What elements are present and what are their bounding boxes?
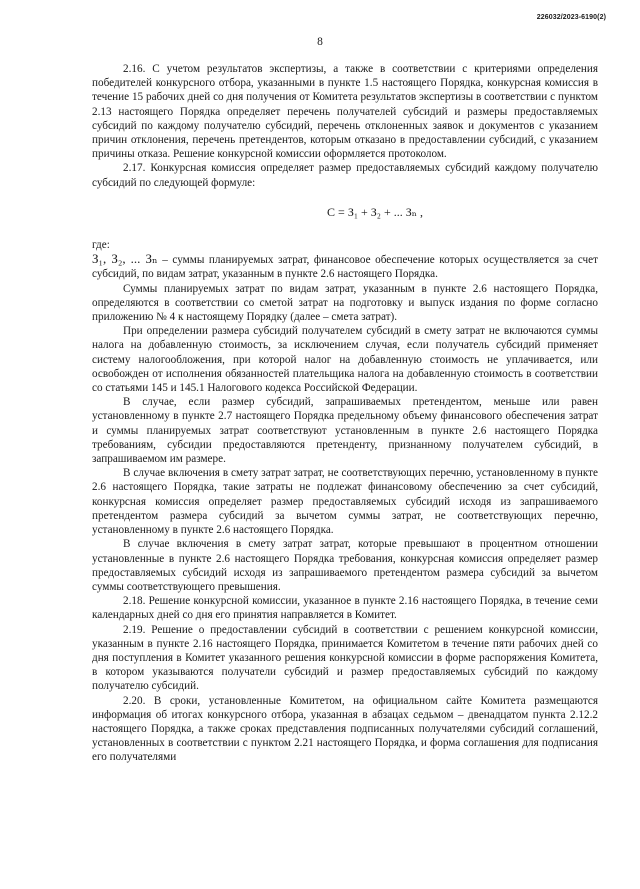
paragraph-2-20: 2.20. В сроки, установленные Комитетом, на официальном сайте Комитета размещаются информация об итогах конкурсного отбора, указанная в абзацах седьмом – двенадцатом пункта 2.12.2 настоящего Порядка, а также сроках представления подписанных получателями субсидий соглашений, установленных в соответствии с пунктом 2.21 настоящего Порядка, и форма соглашения для подписания его получателями bbox=[92, 694, 598, 764]
subsidy-formula: С = З₁ + З₂ + ... Зₙ , bbox=[327, 204, 423, 219]
paragraph-requested-amount: В случае, если размер субсидий, запрашиваемых претендентом, меньше или равен установленному в пункте 2.7 настоящего Порядка предельному объему финансового обеспечения затрат и суммы планируемых затрат соответствуют установленным в пункте 2.6 настоящего Порядка требованиям, субсидии предоставляются претенденту, признанному получателем субсидий, в запрашиваемом им размере. bbox=[92, 396, 598, 466]
paragraph-vat: При определении размера субсидий получателем субсидий в смету затрат не включаются суммы налога на добавленную стоимость, за исключением случая, если получатель субсидий применяет систему налогообложения, при которой налог на добавленную стоимость не уплачивается, или освобожден от исполнения обязанностей плательщика налога на добавленную стоимость в соответствии со статьями 145 и 145.1 Налогового кодекса Российской Федерации. bbox=[92, 325, 598, 395]
paragraph-2-16: 2.16. С учетом результатов экспертизы, а также в соответствии с критериями определения победителей конкурсного отбора, указанными в пункте 1.5 настоящего Порядка, конкурсная комиссия в течение 15 рабочих дней со дня получения от Комитета результатов экспертизы в соответствии с пунктом 2.13 настоящего Порядка определяет перечень получателей субсидий и размеры предоставляемых субсидий по каждому получателю субсидий, перечень отклоненных заявок и документов с указанием причин отклонения, перечень претендентов, которым отказано в предоставлении субсидий, с указанием причины отказа. Решение конкурсной комиссии оформляется протоколом. bbox=[92, 63, 598, 161]
document-registration-number: 226032/2023-6190(2) bbox=[536, 14, 606, 21]
formula-terms-symbols: З₁, З₂, ... Зₙ bbox=[92, 251, 158, 267]
document-body bbox=[92, 62, 598, 765]
paragraph-2-17: 2.17. Конкурсная комиссия определяет размер предоставляемых субсидий каждому получателю субсидий по следующей формуле: bbox=[92, 162, 598, 189]
paragraph-2-19: 2.19. Решение о предоставлении субсидий в соответствии с решением конкурсной комиссии, указанным в пункте 2.16 настоящего Порядка, принимается Комитетом в течение пяти рабочих дней со дня поступления в Комитет указанного решения конкурсной комиссии в форме распоряжения Комитета, в котором указываются получатели субсидий и размер предоставляемых субсидий по каждому получателю субсидий. bbox=[92, 623, 598, 693]
paragraph-planned-costs: Суммы планируемых затрат по видам затрат, указанным в пункте 2.6 настоящего Порядка, определяются в соответствии со сметой затрат на подготовку и выпуск издания по форме согласно приложению № 4 к настоящему Порядку (далее – смета затрат). bbox=[92, 282, 598, 324]
paragraph-exceeding-costs: В случае включения в смету затрат затрат, которые превышают в процентном отношении установленные в пункте 2.6 настоящего Порядка требования, конкурсная комиссия определяет размер предоставляемых субсидий исходя из запрашиваемого претендентом размера субсидий за вычетом суммы соответствующего превышения. bbox=[92, 538, 598, 593]
formula-terms-text: – суммы планируемых затрат, финансовое обеспечение которых осуществляется за счет субсидий, по видам затрат, указанным в пункте 2.6 настоящего Порядка. bbox=[92, 254, 598, 281]
formula-terms-definition bbox=[92, 252, 598, 281]
paragraph-nonconforming-costs: В случае включения в смету затрат затрат, не соответствующих перечню, установленному в пункте 2.6 настоящего Порядка, такие затраты не подлежат финансовому обеспечению за счет субсидий, конкурсная комиссия определяет размер предоставляемых субсидий исходя из запрашиваемого претендентом размера субсидий за вычетом суммы затрат, не соответствующих перечню, установленному в пункте 2.6 настоящего Порядка. bbox=[92, 467, 598, 537]
page-number: 8 bbox=[317, 36, 323, 48]
paragraph-2-18: 2.18. Решение конкурсной комиссии, указанное в пункте 2.16 настоящего Порядка, в течение семи календарных дней со дня его принятия направляется в Комитет. bbox=[92, 595, 598, 622]
formula-where-label: где: bbox=[92, 239, 110, 252]
